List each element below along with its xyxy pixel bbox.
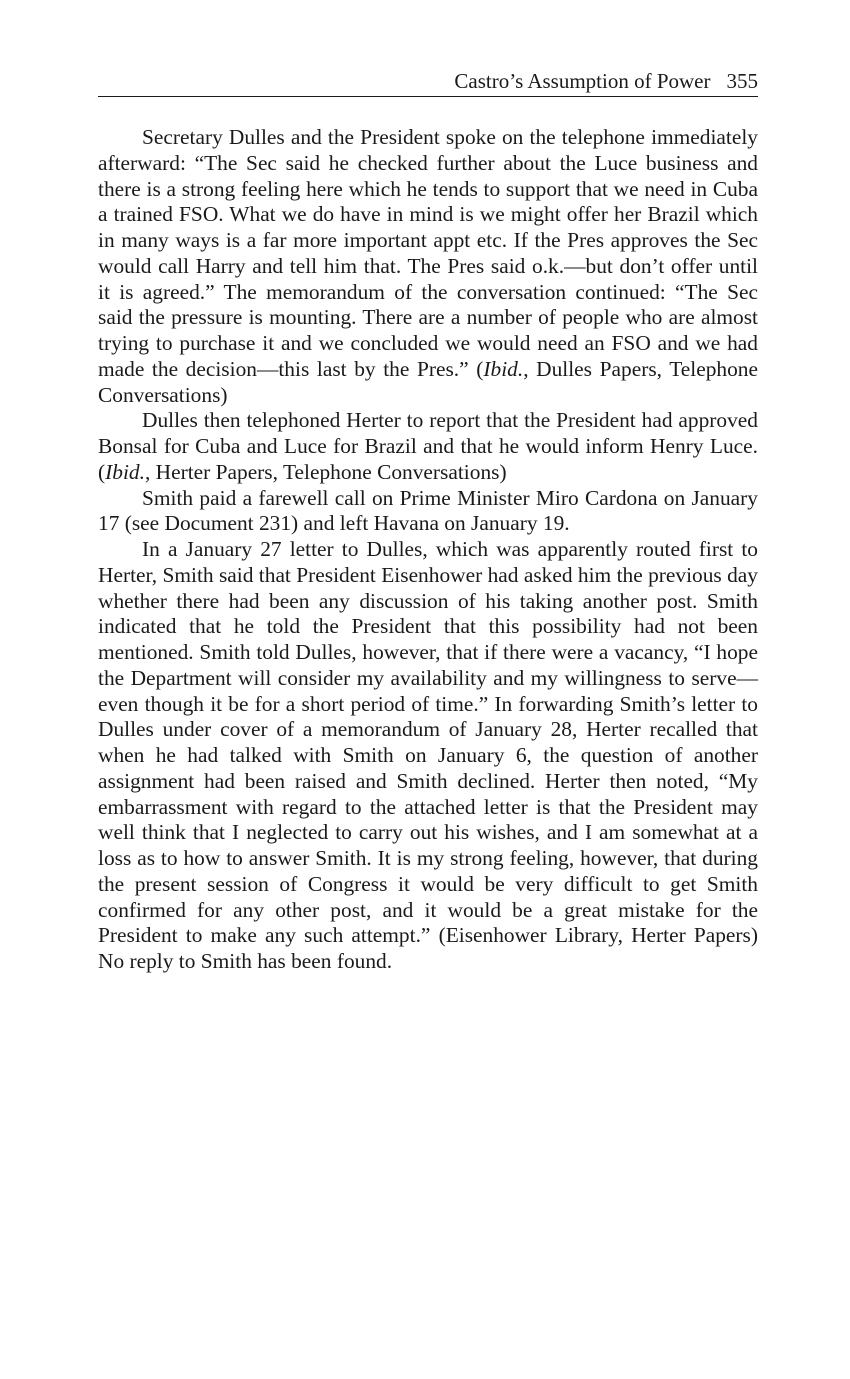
paragraph-3: Smith paid a farewell call on Prime Minister Miro Cardona on January 17 (see Document 231) and left Havana on January 19. (98, 485, 758, 536)
document-page (98, 68, 758, 975)
paragraph-2-text: Dulles then telephoned Herter to report that the President had approved Bonsal for Cuba and Luce for Brazil and that he would inform Henry Luce. ( (98, 408, 758, 484)
paragraph-2 (98, 408, 758, 485)
paragraph-1-citation: Ibid. (483, 356, 524, 381)
paragraph-1 (98, 125, 758, 408)
body-text (98, 125, 758, 975)
page-number: 355 (726, 69, 758, 93)
paragraph-2-citation: Ibid. (105, 459, 145, 484)
running-header (98, 68, 758, 97)
paragraph-4: In a January 27 letter to Dulles, which was apparently routed first to Herter, Smith said that President Eisenhower had asked him the previous day whether there had been any discussion of his taking another post. Smith indicated that he told the President that this possibility had not been mentioned. Smith told Dulles, however, that if there were a vacancy, “I hope the Department will consider my availability and my willingness to serve—even though it be for a short period of time.” In forwarding Smith’s letter to Dulles under cover of a memorandum of January 28, Herter recalled that when he had talked with Smith on January 6, the question of another assignment had been raised and Smith declined. Herter then noted, “My embarrassment with regard to the attached letter is that the President may well think that I neglected to carry out his wishes, and I am somewhat at a loss as to how to answer Smith. It is my strong feeling, however, that during the present session of Congress it would be very difficult to get Smith confirmed for any other post, and it would be a great mistake for the President to make any such attempt.” (Eisenhower Library, Herter Papers) No reply to Smith has been found. (98, 537, 758, 973)
paragraph-2-source: , Herter Papers, Telephone Conversations) (144, 459, 507, 484)
running-title: Castro’s Assumption of Power (454, 69, 711, 93)
paragraph-1-source: , Dulles Papers, Telephone Conversations) (98, 356, 758, 407)
paragraph-1-text: Secretary Dulles and the President spoke on the telephone immediately afterward: “The Sec said he checked further about the Luce business and there is a strong feeling here which he tends to support that we need in Cuba a trained FSO. What we do have in mind is we might offer her Brazil which in many ways is a far more important appt etc. If the Pres approves the Sec would call Harry and tell him that. The Pres said o.k.—but don’t offer until it is agreed.” The memorandum of the conversation continued: “The Sec said the pressure is mounting. There are a number of people who are almost trying to purchase it and we concluded we would need an FSO and we had made the decision—this last by the Pres.” ( (98, 125, 758, 381)
